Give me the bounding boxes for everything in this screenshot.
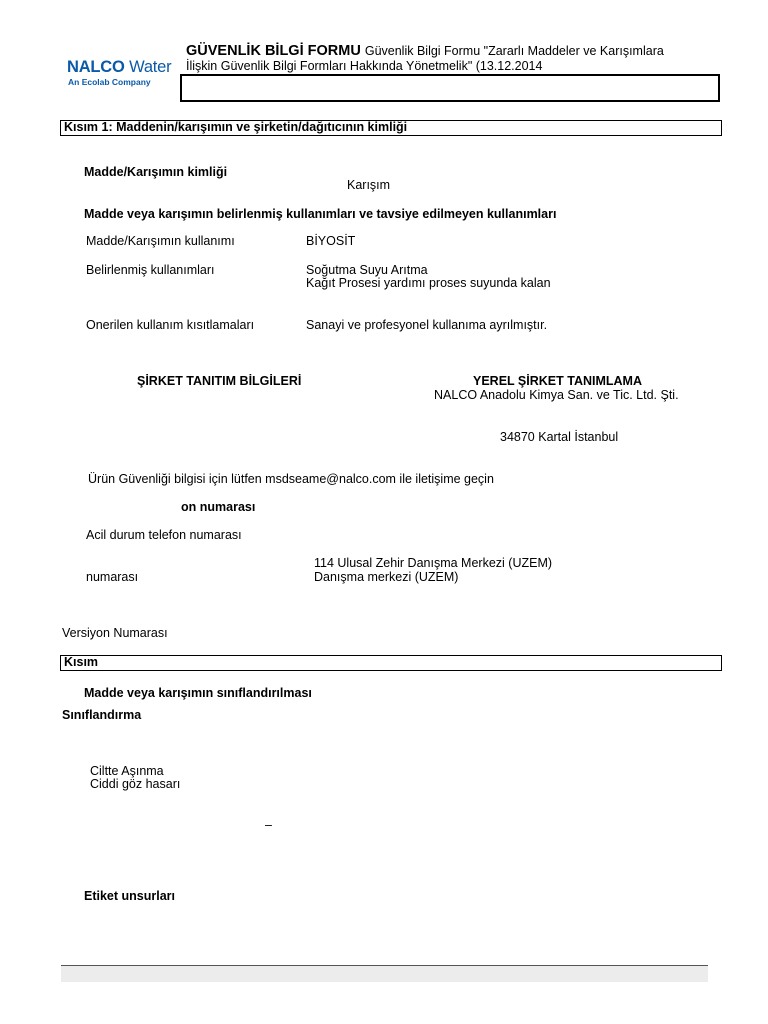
footer-bar [61,965,708,982]
identity-heading: Madde/Karışımın kimliği [84,165,228,179]
document-title-line2: İlişkin Güvenlik Bilgi Formları Hakkında Yönetmelik" (13.12.2014 [186,59,543,73]
logo-tagline: An Ecolab Company [68,77,151,87]
use-label: Madde/Karışımın kullanımı [86,234,235,248]
version-number-label: Versiyon Numarası [62,626,168,640]
section-1-header: Kısım 1: Maddenin/karışımın ve şirketin/dağıtıcının kimliği [60,120,722,136]
poison-center-line-2: Danışma merkezi (UZEM) [314,570,459,584]
classification-item-1: Ciltte Aşınma [90,764,164,778]
uses-heading: Madde veya karışımın belirlenmiş kullanımları ve tavsiye edilmeyen kullanımları [84,207,557,221]
classification-label: Sınıflandırma [62,708,142,722]
section-2-header: Kısım [60,655,722,671]
label-elements-heading: Etiket unsurları [84,889,175,903]
identity-value: Karışım [347,178,391,192]
local-company-address: 34870 Kartal İstanbul [500,430,619,444]
document-title-bold: GÜVENLİK BİLGİ FORMU [186,43,361,59]
logo-brand: NALCO [67,58,125,76]
local-company-name: NALCO Anadolu Kimya San. ve Tic. Ltd. Şti. [434,388,679,402]
restriction-value: Sanayi ve profesyonel kullanıma ayrılmıştır. [306,318,548,332]
dash-mark: – [265,818,272,832]
use-value: BİYOSİT [306,234,356,248]
product-safety-contact: Ürün Güvenliği bilgisi için lütfen msdseame@nalco.com ile iletişime geçin [88,472,494,486]
nalco-water-logo [67,58,175,90]
local-company-heading: YEREL ŞİRKET TANIMLAMA [473,374,642,388]
document-title [186,43,664,59]
restriction-label: Onerilen kullanım kısıtlamaları [86,318,255,332]
poison-center-label: numarası [86,570,139,584]
phone-heading: on numarası [181,500,256,514]
identified-uses-value-1: Soğutma Suyu Arıtma [306,263,428,277]
company-info-heading: ŞİRKET TANITIM BİLGİLERİ [137,374,302,388]
classification-heading: Madde veya karışımın sınıflandırılması [84,686,312,700]
logo-word: Water [129,58,172,76]
poison-center-line-1: 114 Ulusal Zehir Danışma Merkezi (UZEM) [314,556,553,570]
classification-item-2: Ciddi göz hasarı [90,777,181,791]
logo-wordmark [67,58,171,76]
identified-uses-label: Belirlenmiş kullanımları [86,263,215,277]
emergency-phone-label: Acil durum telefon numarası [86,528,242,542]
header-box [180,74,720,102]
identified-uses-value-2: Kağıt Prosesi yardımı proses suyunda kalan [306,276,551,290]
document-title-rest: Güvenlik Bilgi Formu "Zararlı Maddeler ve Karışımlara [364,44,664,58]
